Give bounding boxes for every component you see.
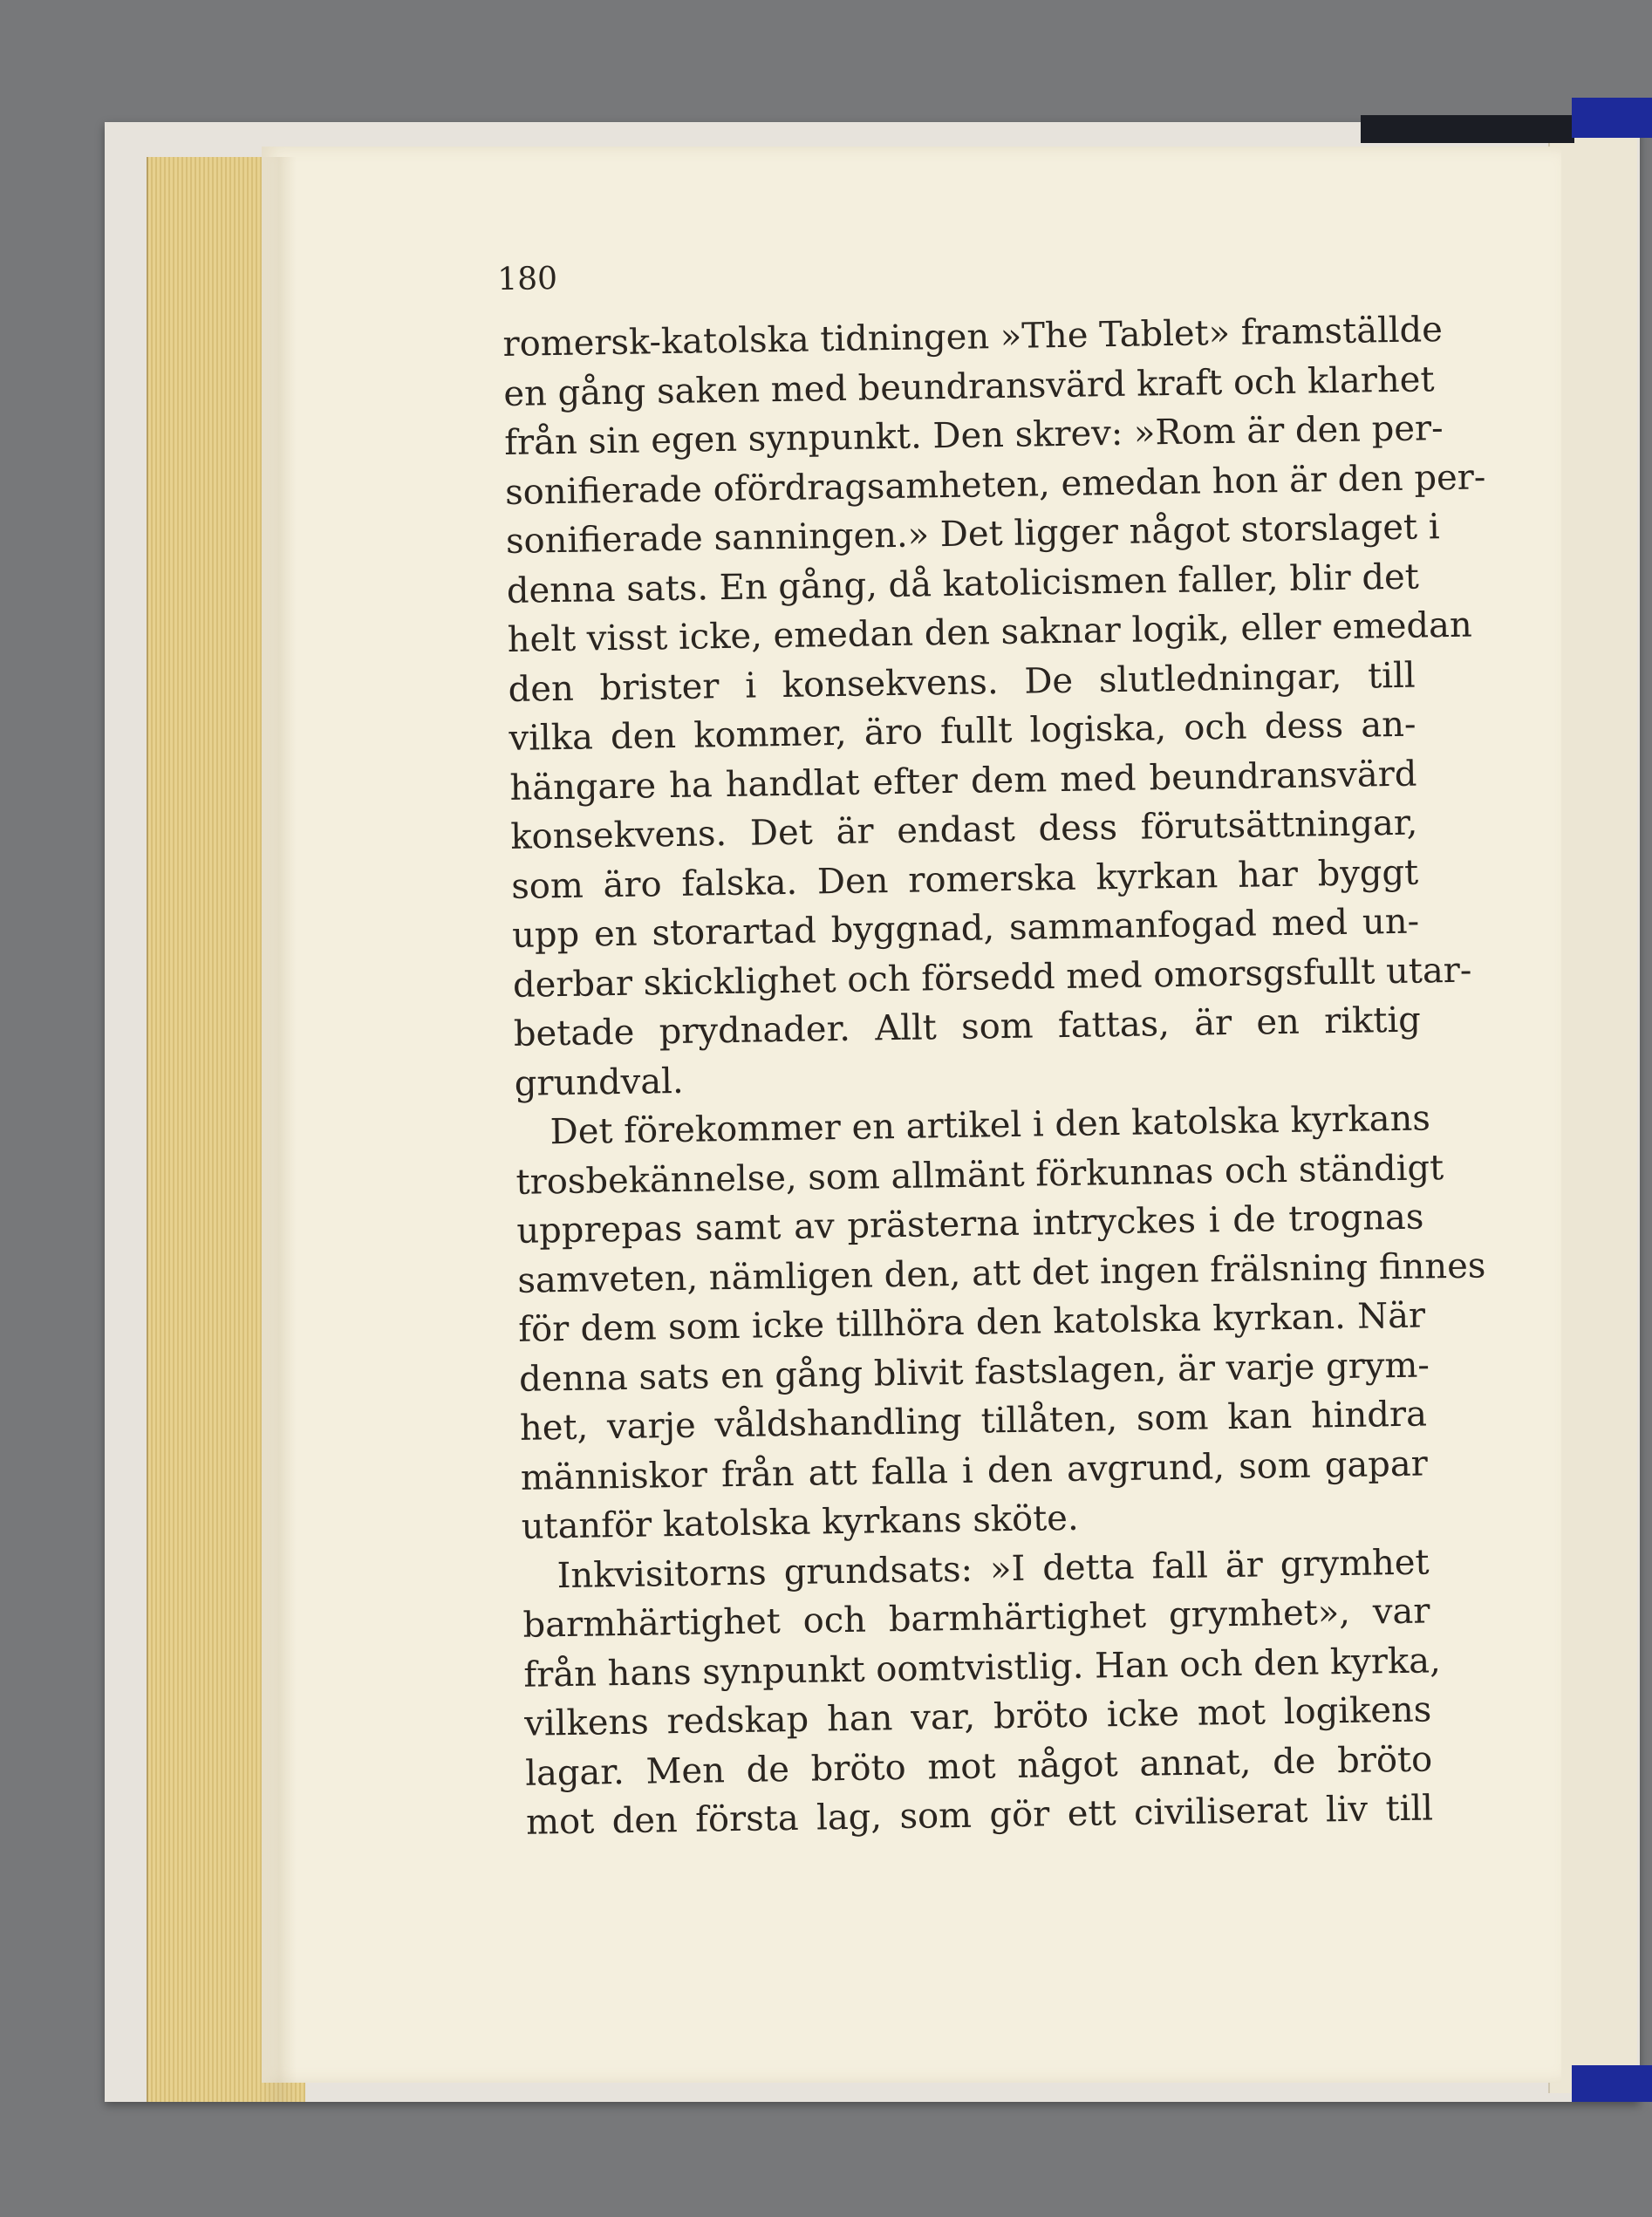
text-line: lagar. Men de bröto mot något annat, de bröto [524, 1738, 1433, 1794]
text-line: utanför katolska kyrkans sköte. [521, 1497, 1079, 1547]
text-line: het, varje våldshandling tillåten, som kan hindra [519, 1394, 1428, 1449]
page-text [497, 248, 1486, 1848]
text-line: hängare ha handlat efter dem med beundransvärd [509, 754, 1417, 808]
text-line: sonifierade ofördragsamheten, emedan hon är den per- [504, 456, 1486, 513]
text-line: vilkens redskap han var, bröto icke mot logikens [523, 1689, 1432, 1744]
text-line: som äro falska. Den romerska kyrkan har byggt [510, 852, 1419, 907]
text-line: Det förekommer en artikel i den katolska kyrkans [550, 1098, 1431, 1153]
text-line: upp en storartad byggnad, sammanfogad med un- [511, 901, 1420, 956]
text-line: från sin egen synpunkt. Den skrev: »Rom är den per- [503, 408, 1444, 463]
text-line: denna sats en gång blivit fastslagen, är varje grym- [518, 1344, 1430, 1400]
text-line: sonifierade sanningen.» Det ligger något storslaget i [505, 507, 1440, 562]
text-line: vilka den kommer, äro fullt logiska, och dess an- [509, 704, 1416, 759]
text-line: grundval. [514, 1061, 684, 1104]
text-line: mot den första lag, som gör ett civiliserat liv till [525, 1788, 1434, 1843]
binding-edge [1361, 115, 1574, 143]
text-line: romersk-katolska tidningen »The Tablet» framställde [502, 310, 1444, 365]
text-line: denna sats. En gång, då katolicismen faller, blir det [506, 556, 1420, 611]
text-line: människor från att falla i den avgrund, som gapar [520, 1443, 1429, 1498]
next-page-edge [1548, 131, 1637, 2093]
text-line: barmhärtighet och barmhärtighet grymhet», var [522, 1591, 1430, 1646]
page-gutter [262, 157, 297, 2102]
bookmark-ribbon-bottom [1572, 2065, 1652, 2102]
text-line: från hans synpunkt oomtvistlig. Han och den kyrka, [523, 1640, 1442, 1695]
text-line: en gång saken med beundransvärd kraft och klarhet [503, 358, 1435, 414]
text-line: samveten, nämligen den, att det ingen frälsning finnes [516, 1245, 1486, 1301]
text-line: Inkvisitorns grundsats: »I detta fall är grymhet [556, 1541, 1430, 1596]
text-line: derbar skicklighet och försedd med omorsgsfullt utar- [512, 950, 1472, 1006]
text-line: betade prydnader. Allt som fattas, är en riktig [513, 999, 1422, 1054]
text-line: för dem som icke tillhöra den katolska kyrkan. När [517, 1295, 1426, 1350]
text-line: trosbekännelse, som allmänt förkunnas och ständigt [515, 1147, 1444, 1203]
bookmark-ribbon-top [1572, 98, 1652, 138]
text-lines [502, 306, 1486, 1848]
text-line: den brister i konsekvens. De slutledningar, till [508, 655, 1416, 710]
text-line: konsekvens. Det är endast dess förutsättningar, [510, 802, 1418, 857]
text-line: helt visst icke, emedan den saknar logik, eller emedan [507, 604, 1473, 660]
page-number: 180 [497, 260, 558, 298]
text-line: upprepas samt av prästerna intryckes i de trognas [516, 1197, 1424, 1252]
